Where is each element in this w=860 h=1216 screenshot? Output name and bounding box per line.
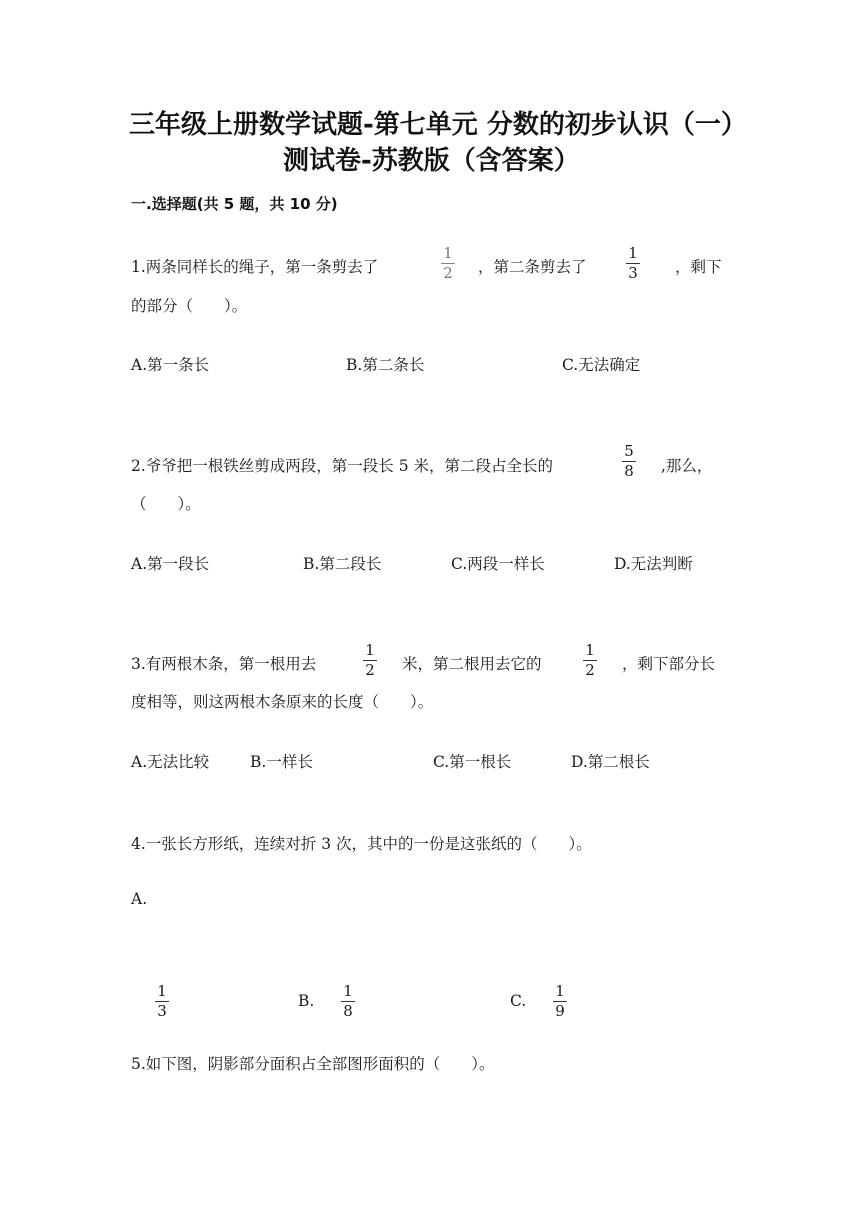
- fraction-numerator: 1: [343, 982, 353, 1000]
- fraction-numerator: 1: [628, 244, 638, 262]
- question-4-text: 4.一张长方形纸，连续对折 3 次，其中的一份是这张纸的（ ）。: [131, 835, 592, 853]
- question-3-text-part-2: 米，第二根用去它的: [402, 655, 542, 673]
- page-title-line-1: 三年级上册数学试题-第七单元 分数的初步认识（一）: [129, 110, 747, 140]
- fraction-numerator: 1: [365, 641, 375, 659]
- question-3-option-a[interactable]: A.无法比较: [131, 753, 210, 771]
- question-2-option-c[interactable]: C.两段一样长: [451, 555, 545, 573]
- question-3-option-b[interactable]: B.一样长: [250, 753, 313, 771]
- question-3-text-line-2: 度相等，则这两根木条原来的长度（ ）。: [131, 693, 434, 711]
- question-3-text-part-1: 3.有两根木条，第一根用去: [131, 655, 317, 673]
- question-4-option-c-label[interactable]: C.: [510, 992, 527, 1010]
- question-1-option-c[interactable]: C.无法确定: [562, 356, 641, 374]
- fraction-denominator: 3: [628, 264, 638, 282]
- fraction-numerator: 1: [443, 244, 453, 262]
- fraction-denominator: 9: [555, 1002, 565, 1020]
- question-5-text: 5.如下图，阴影部分面积占全部图形面积的（ ）。: [131, 1055, 495, 1073]
- question-2-option-b[interactable]: B.第二段长: [303, 555, 382, 573]
- question-2-option-a[interactable]: A.第一段长: [131, 555, 210, 573]
- question-4-option-a-label[interactable]: A.: [131, 890, 148, 908]
- fraction-numerator: 1: [585, 641, 595, 659]
- question-1-option-b[interactable]: B.第二条长: [346, 356, 425, 374]
- question-3-option-c[interactable]: C.第一根长: [433, 753, 512, 771]
- question-4-option-a-fraction[interactable]: [155, 984, 169, 1019]
- question-1-fraction-1: [441, 246, 455, 281]
- question-2-text-part-1: 2.爷爷把一根铁丝剪成两段，第一段长 5 米，第二段占全长的: [131, 457, 554, 475]
- fraction-denominator: 2: [585, 661, 595, 679]
- question-2-fraction-1: [622, 444, 636, 479]
- question-1-fraction-2: [626, 246, 640, 281]
- fraction-denominator: 2: [443, 264, 453, 282]
- question-3-fraction-2: [583, 643, 597, 678]
- question-2-option-d[interactable]: D.无法判断: [614, 555, 693, 573]
- fraction-denominator: 8: [343, 1002, 353, 1020]
- fraction-numerator: 5: [624, 442, 634, 460]
- fraction-denominator: 2: [365, 661, 375, 679]
- page-title-line-2: 测试卷-苏教版（含答案）: [283, 146, 580, 176]
- question-3-option-d[interactable]: D.第二根长: [571, 753, 650, 771]
- question-1-text-part-1: 1.两条同样长的绳子，第一条剪去了: [131, 258, 379, 276]
- fraction-denominator: 3: [157, 1002, 167, 1020]
- fraction-numerator: 1: [157, 982, 167, 1000]
- question-4-option-c-fraction[interactable]: [553, 984, 567, 1019]
- question-1-text-part-3: ，剩下: [675, 258, 722, 276]
- question-2-text-part-2: ,那么，: [661, 457, 713, 475]
- question-2-text-line-2: （ ）。: [131, 495, 201, 513]
- question-1-option-a[interactable]: A.第一条长: [131, 356, 210, 374]
- question-3-text-part-3: ，剩下部分长: [622, 655, 716, 673]
- fraction-numerator: 1: [555, 982, 565, 1000]
- question-4-option-b-fraction[interactable]: [341, 984, 355, 1019]
- question-1-text-part-2: ，第二条剪去了: [478, 258, 587, 276]
- question-1-text-line-2: 的部分（ ）。: [131, 297, 248, 315]
- section-heading: 一.选择题(共 5 题，共 10 分): [131, 195, 338, 213]
- question-3-fraction-1: [363, 643, 377, 678]
- fraction-denominator: 8: [624, 462, 634, 480]
- question-4-option-b-label[interactable]: B.: [298, 992, 315, 1010]
